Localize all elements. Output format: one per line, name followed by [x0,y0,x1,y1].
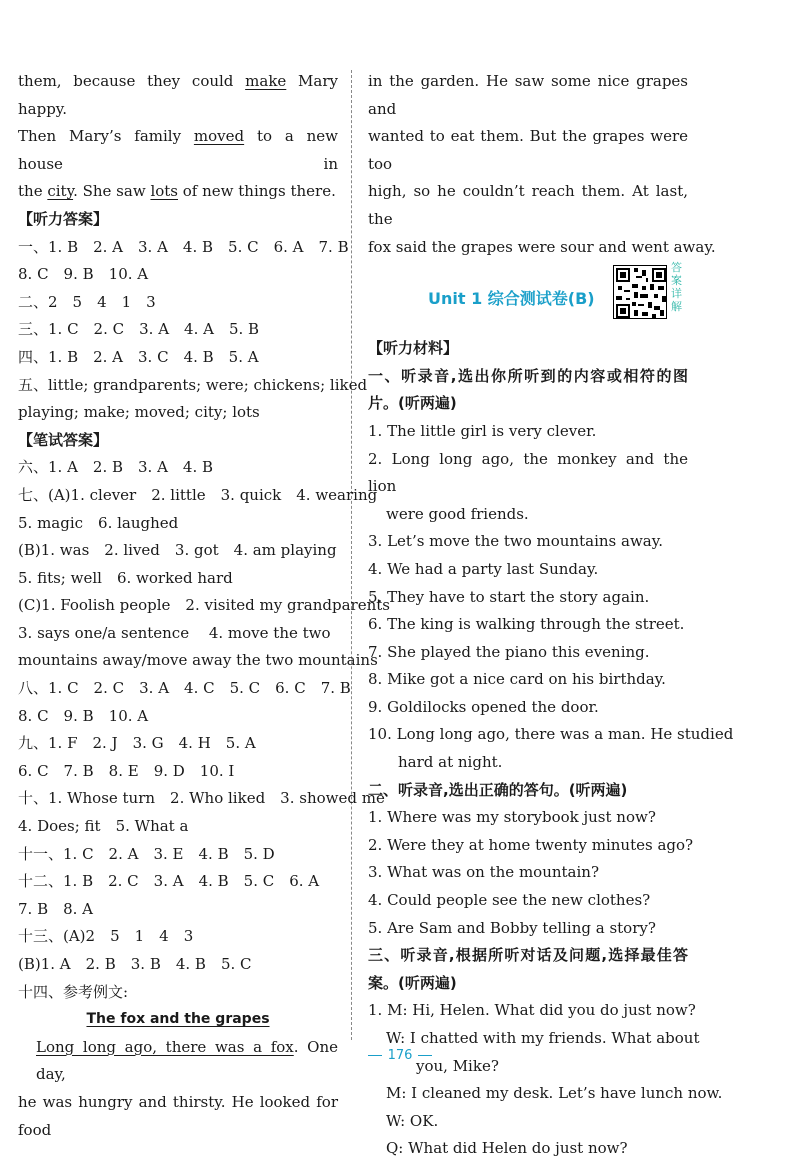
story-line: them, because they could make Mary happy. [18,72,338,118]
section-title: 案。(听两遍) [368,973,457,992]
answer-line: 6. C 7. B 8. E 9. D 10. I [18,761,235,780]
unit-header [368,261,688,335]
answer-line: (B)1. was 2. lived 3. got 4. am playing [18,541,337,560]
dialogue-line: W: OK. [386,1111,439,1130]
essay-line: Long long ago, there was a fox. One day, [36,1037,338,1084]
page-number-dash [368,1055,382,1056]
answer-line: 七、(A)1. clever 2. little 3. quick 4. wearing [18,485,378,504]
list-item: 3. Let’s move the two mountains away. [368,532,663,551]
answer-line: (B)1. A 2. B 3. B 4. B 5. C [18,955,252,973]
list-item: 5. Are Sam and Bobby telling a story? [368,918,656,937]
page-number-dash [418,1055,432,1056]
answer-line: 8. C 9. B 10. A [18,706,149,725]
list-item: 5. They have to start the story again. [368,587,650,606]
answer-line: 十三、(A)2 5 1 4 3 [18,927,194,946]
essay-line: he was hungry and thirsty. He looked for food [18,1092,338,1139]
list-item: 3. What was on the mountain? [368,863,599,882]
list-item: 4. Could people see the new clothes? [368,891,651,910]
answer-line: 十、1. Whose turn 2. Who liked 3. showed me [18,789,385,808]
answer-line: 5. magic 6. laughed [18,513,179,532]
answer-line: mountains away/move away the two mountains [18,651,378,670]
answer-line: 八、1. C 2. C 3. A 4. C 5. C 6. C 7. B [18,679,351,698]
written-answers-header: 【笔试答案】 [18,430,109,449]
answer-line: 九、1. F 2. J 3. G 4. H 5. A [18,734,256,753]
essay-title: The fox and the grapes [86,1011,270,1028]
qr-caption: 答案详解 [671,261,682,314]
material-header: 【听力材料】 [368,339,459,358]
section-title: 片。(听两遍) [368,394,457,413]
section-title: 一、听录音,选出你所听到的内容或相符的图 [368,366,688,385]
answer-line: playing; make; moved; city; lots [18,403,260,422]
dialogue-line: Q: What did Helen do just now? [386,1139,628,1158]
list-item: 2. Long long ago, the monkey and the lion [368,449,688,496]
story-line: Then Mary’s family moved to a new house in [18,127,338,173]
answer-line: 十四、参考例文: [18,982,129,1001]
qr-code-icon[interactable] [613,265,667,319]
left-column [18,68,390,1144]
answer-line: 四、1. B 2. A 3. C 4. B 5. A [18,347,259,366]
list-item: hard at night. [398,753,503,772]
answer-line: 3. says one/a sentence 4. move the two [18,623,331,642]
story-line: fox said the grapes were sour and went away. [368,237,716,256]
page-number: 176 [0,1048,800,1063]
answer-line: 一、1. B 2. A 3. A 4. B 5. C 6. A 7. B [18,237,349,256]
answer-line: 五、little; grandparents; were; chickens; liked [18,375,368,394]
story-line: high, so he couldn’t reach them. At last, the [368,182,688,228]
list-item: 1. Where was my storybook just now? [368,808,656,827]
answer-line: 二、2 5 4 1 3 [18,292,156,311]
dialogue-line: M: I cleaned my desk. Let’s have lunch now. [386,1084,723,1103]
answer-line: 十二、1. B 2. C 3. A 4. B 5. C 6. A [18,872,320,891]
section-title: 三、听录音,根据所听对话及问题,选择最佳答 [368,946,688,965]
unit-title: Unit 1 综合测试卷(B) [428,289,595,309]
answer-line: (C)1. Foolish people 2. visited my grandparents [18,596,390,615]
list-item: 10. Long long ago, there was a man. He studied [368,725,734,744]
dialogue-line: 1. M: Hi, Helen. What did you do just now? [368,1001,696,1020]
list-item: were good friends. [386,504,529,523]
dialogue-line: you, Mike? [416,1056,499,1075]
answer-line: 4. Does; fit 5. What a [18,817,189,836]
list-item: 6. The king is walking through the street. [368,615,685,634]
story-line: wanted to eat them. But the grapes were too [368,127,688,173]
story-line: in the garden. He saw some nice grapes and [368,72,688,118]
story-line: the city. She saw lots of new things there. [18,182,336,201]
answer-line: 三、1. C 2. C 3. A 4. A 5. B [18,320,260,339]
list-item: 4. We had a party last Sunday. [368,559,599,578]
dialogue-line: W: I chatted with my friends. What about [386,1029,700,1047]
list-item: 1. The little girl is very clever. [368,421,597,440]
answer-line: 5. fits; well 6. worked hard [18,568,233,587]
list-item: 2. Were they at home twenty minutes ago? [368,835,694,854]
list-item: 8. Mike got a nice card on his birthday. [368,670,666,689]
list-item: 7. She played the piano this evening. [368,642,650,661]
section-title: 二、听录音,选出正确的答句。(听两遍) [368,780,628,799]
answer-line: 8. C 9. B 10. A [18,265,149,284]
answer-line: 六、1. A 2. B 3. A 4. B [18,458,214,477]
column-divider [351,70,352,1040]
listen-answers-header: 【听力答案】 [18,209,109,228]
list-item: 9. Goldilocks opened the door. [368,697,599,716]
right-column [368,68,734,1163]
answer-line: 7. B 8. A [18,899,94,918]
answer-line: 十一、1. C 2. A 3. E 4. B 5. D [18,844,275,863]
